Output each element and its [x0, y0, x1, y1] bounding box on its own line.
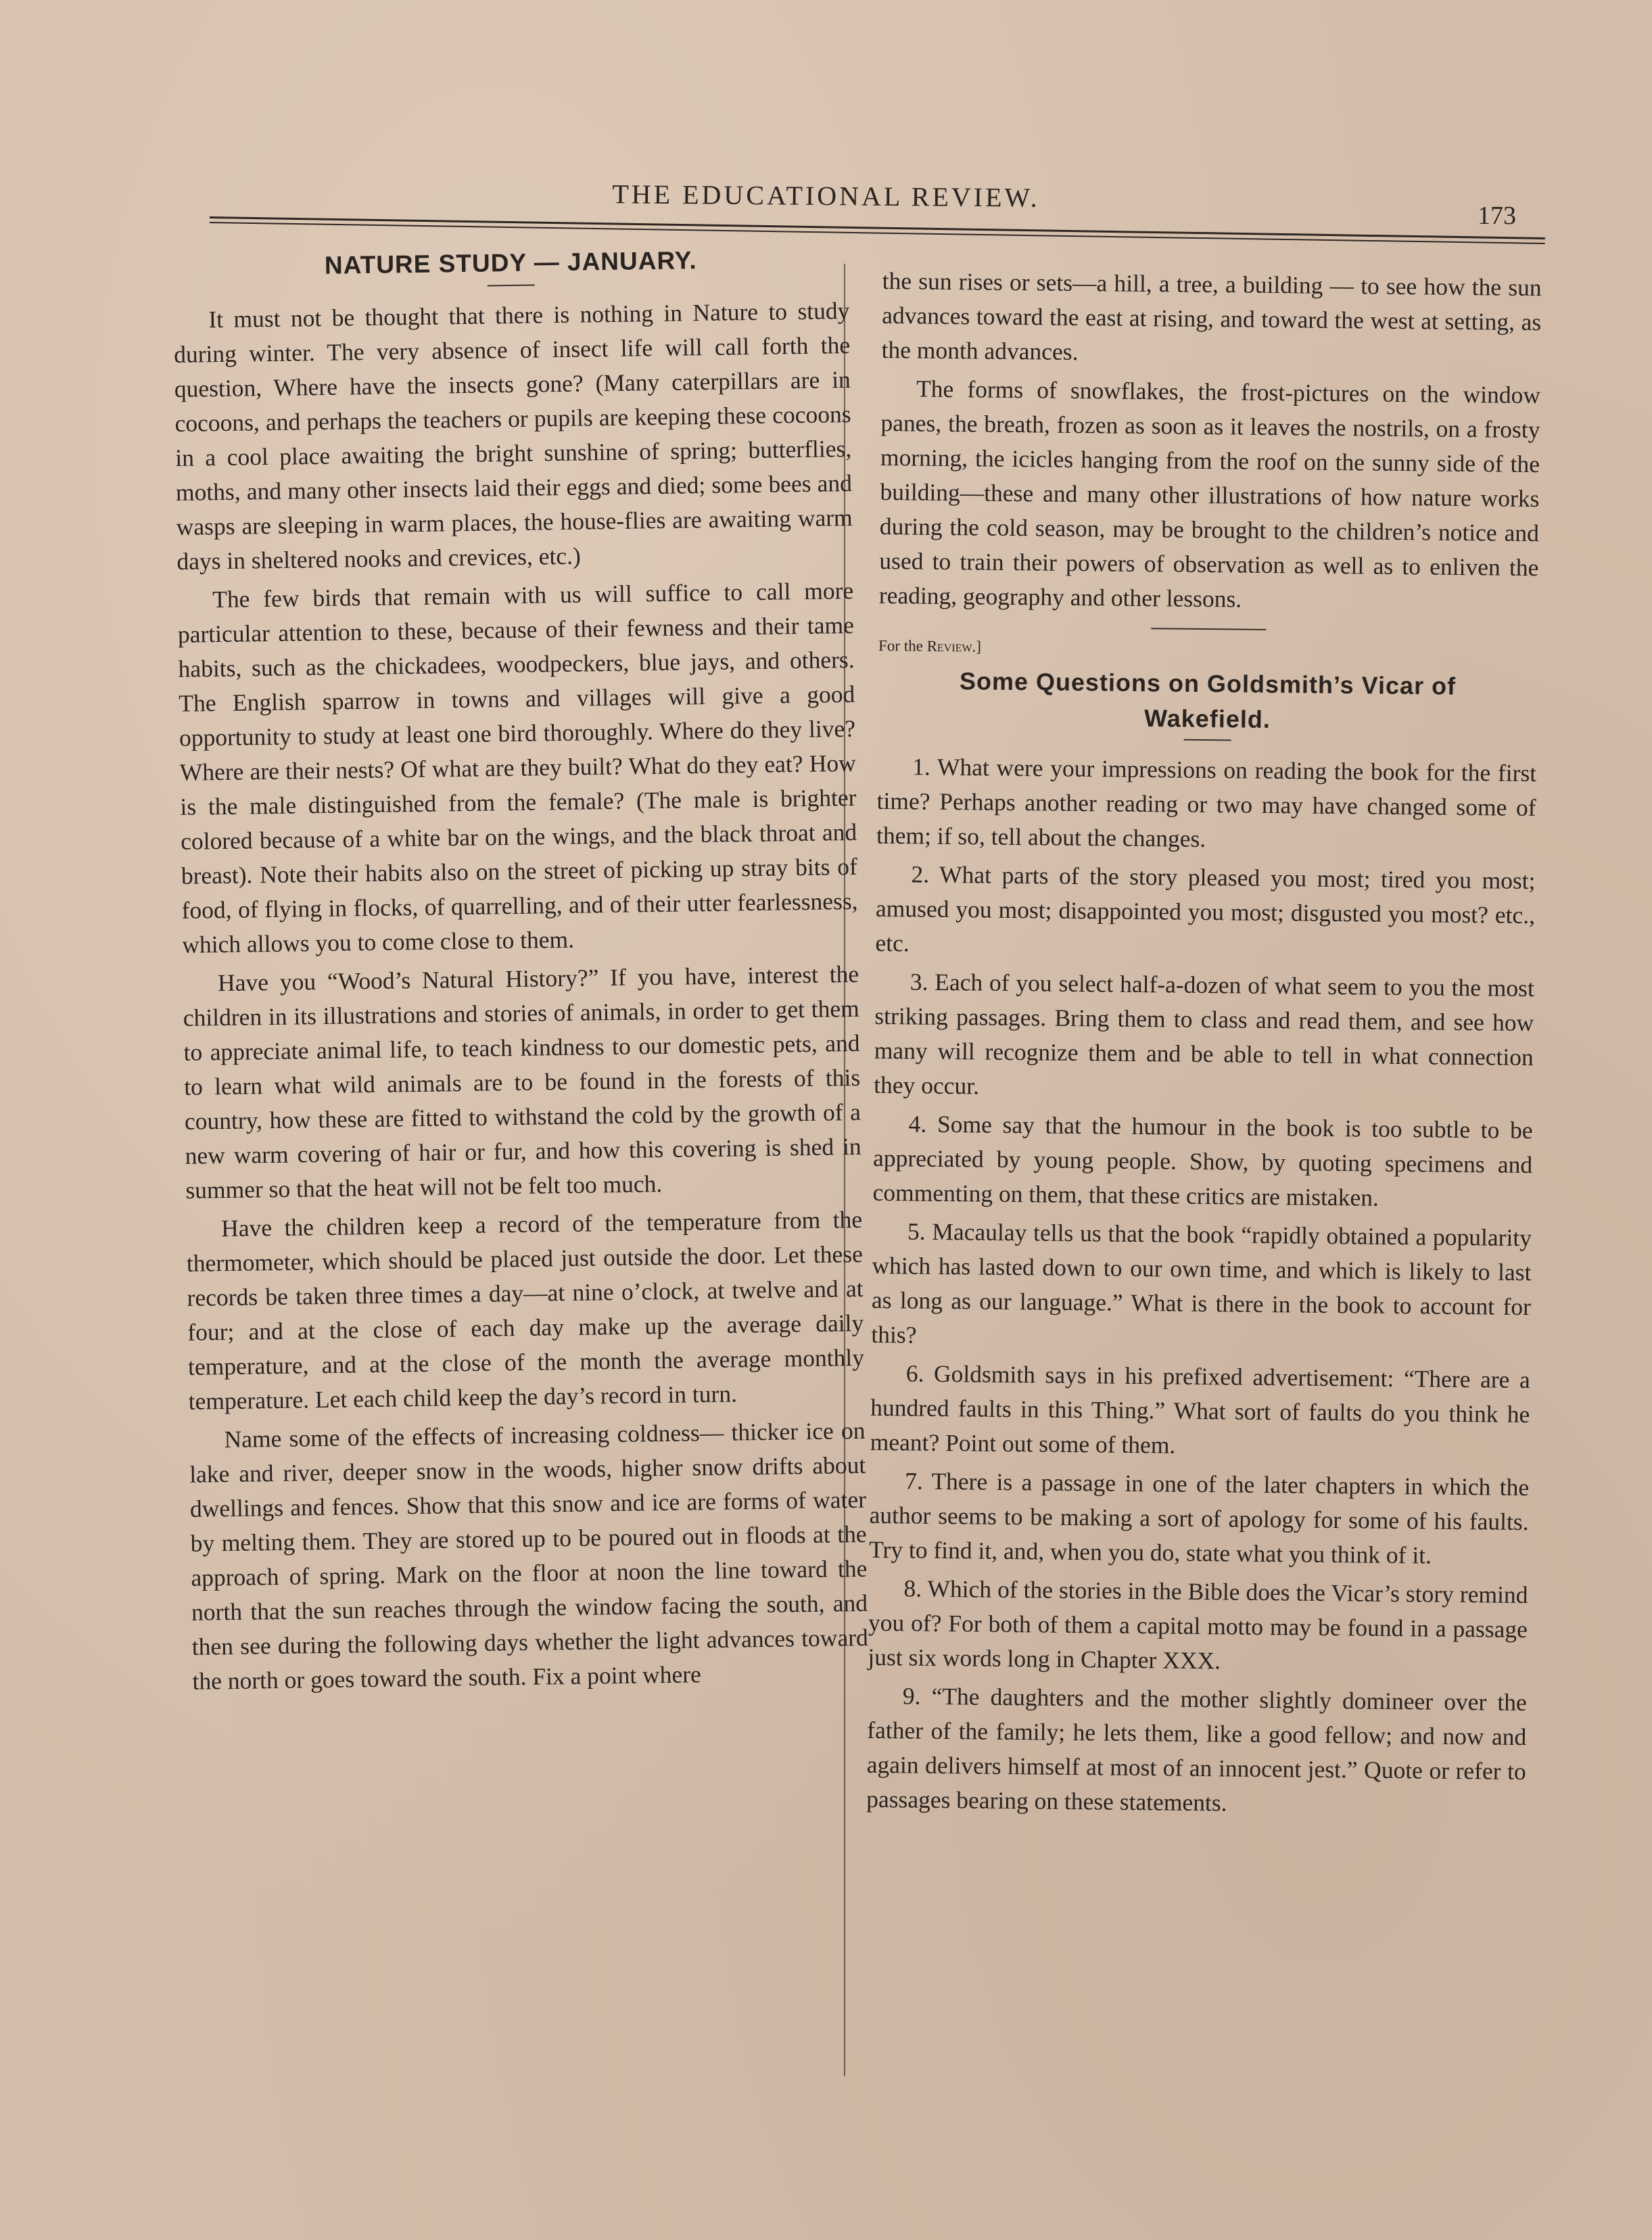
goldsmith-title-line-1: Some Questions on Goldsmith’s Vicar of: [959, 667, 1457, 700]
byline: [878, 636, 1538, 663]
question-3: 3. Each of you select half-a-dozen of what seem to you the most striking passages. Bring them to class and read them, and see how many will recognize them and be able to tell in what connection they occur.: [874, 968, 1535, 1100]
byline-prefix: For the: [878, 636, 924, 655]
header-rule-secondary: [210, 222, 1545, 244]
question-1: 1. What were your impressions on reading the book for the first time? Perhaps another reading or two may have changed some of them; if so, tell about the changes.: [876, 753, 1537, 853]
nature-continued-2: The forms of snowflakes, the frost-pictures on the window panes, the breath, frozen as soon as it leaves the nostrils, on a frosty morning, the icicles hanging from the roof on the sunny side of the building—these and many other illustrations of how nature works during the cold season, may be brought to the children’s notice and used to train their powers of observation as well as to enliven the reading, geography and other lessons.: [878, 375, 1541, 613]
section-rule: [1151, 628, 1266, 630]
goldsmith-title: [878, 663, 1538, 740]
nature-study-title: NATURE STUDY — JANUARY.: [324, 246, 697, 279]
page-number: 173: [1478, 202, 1516, 230]
nature-paragraph-4: Have the children keep a record of the temperature from the thermometer, which should be placed just outside the door. Let these records be taken three times a day—at nine o’clock, at twelve and at four; and at the close of each day make up the average daily temperature, and at the close of the month the average monthly temperature. Let each child keep the day’s record in turn.: [186, 1205, 865, 1415]
goldsmith-title-line-2: Wakefield.: [1143, 704, 1271, 734]
nature-paragraph-1: It must not be thought that there is nothing in Nature to study during winter. The very absence of insect life will call forth the question, Where have the insects gone? (Many caterpillars are in cocoons, and perhaps the teachers or pupils are keeping these cocoons in a cool place awaiting the bright sunshine of spring; butterflies, moths, and many other insects laid their eggs and died; some bees and wasps are sleeping in warm places, the house-flies are awaiting warm days in sheltered nooks and crevices, etc.): [173, 297, 853, 575]
header-rule: [210, 216, 1545, 239]
nature-paragraph-3: Have you “Wood’s Natural History?” If you have, interest the children in its illustrations and stories of animals, in order to get them to appreciate animal life, to teach kindness to our domestic pets, and to learn what wild animals are to be found in the forests of this country, how these are fitted to withstand the cold by the growth of a new warm covering of hair or fur, and how this covering is shed in summer so that the heat will not be felt too much.: [183, 960, 862, 1204]
title-rule: [488, 285, 535, 287]
question-9: 9. “The daughters and the mother slightly domineer over the father of the family; he lets them, like a good fellow; and now and again delivers himself at most of an innocent jest.” Quote or refer to passages bearing on these statements.: [866, 1682, 1527, 1817]
running-head: THE EDUCATIONAL REVIEW.: [612, 179, 1040, 213]
nature-continued-1: the sun rises or sets—a hill, a tree, a building — to see how the sun advances toward the east at rising, and toward the west at setting, as the month advances.: [881, 266, 1542, 366]
byline-suffix: ]: [976, 638, 982, 655]
nature-paragraph-2: The few birds that remain with us will suffice to call more particular attention to these, because of their fewness and their tame habits, such as the chickadees, woodpeckers, blue jays, and others. The English sparrow in towns and villages will give a good opportunity to study at least one bird thoroughly. Where do they live? Where are their nests? Of what are they built? What do they eat? How is the male distinguished from the female? (The male is brighter colored because of a white bar on the wings, and the black throat and breast). Note their habits also on the street of picking up stray bits of food, of flying in flocks, of quarrelling, and of their utter fearlessness, which allows you to come close to them.: [177, 576, 858, 958]
question-6: 6. Goldsmith says in his prefixed advertisement: “There are a hundred faults in this Thing.” What sort of faults do you think he meant? Point out some of them.: [870, 1359, 1530, 1459]
question-2: 2. What parts of the story pleased you most; tired you most; amused you most; disappointed you most; disgusted you most? etc., etc.: [875, 860, 1536, 957]
byline-review: Review.: [926, 637, 976, 655]
question-8: 8. Which of the stories in the Bible does the Vicar’s story remind you of? For both of them a capital motto may be found in a passage just six words long in Chapter XXX.: [868, 1574, 1528, 1675]
right-column: [866, 264, 1542, 1827]
goldsmith-title-rule: [1183, 739, 1231, 741]
question-5: 5. Macaulay tells us that the book “rapidly obtained a popularity which has lasted down to our own time, and which is likely to last as long as our language.” What is there in the book to account for this?: [871, 1217, 1532, 1349]
nature-paragraph-5: Name some of the effects of increasing coldness— thicker ice on lake and river, deeper snow in the woods, higher snow drifts about dwellings and fences. Show that this snow and ice are forms of water by melting them. They are stored up to be poured out in floods at the approach of spring. Mark on the floor at noon the line toward the north that the sun reaches through the window facing the south, and then see during the following days whether the light advances toward the north or goes toward the south. Fix a point where: [189, 1416, 869, 1695]
question-4: 4. Some say that the humour in the book is too subtle to be appreciated by young people. Show, by quoting specimens and commenting on them, that these critics are mistaken.: [872, 1110, 1533, 1211]
question-7: 7. There is a passage in one of the later chapters in which the author seems to be making a sort of apology for some of his faults. Try to find it, and, when you do, state what you think of it.: [868, 1467, 1530, 1569]
left-column: [172, 241, 869, 1703]
